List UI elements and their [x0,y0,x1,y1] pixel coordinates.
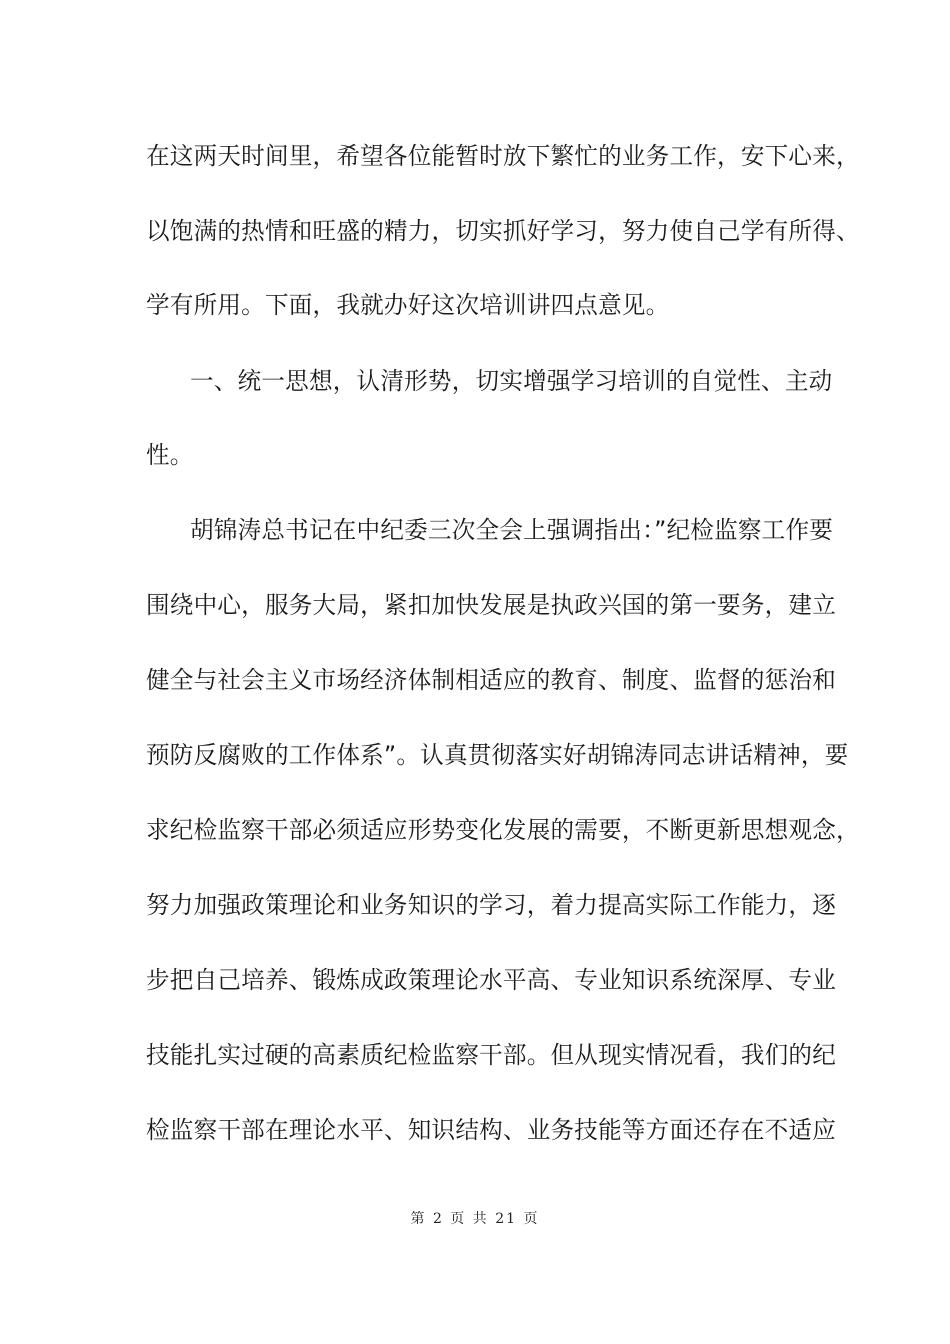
paragraph-line: 在这两天时间里，希望各位能暂时放下繁忙的业务工作，安下心来， [146,142,860,170]
paragraph-line: 技能扎实过硬的高素质纪检监察干部。但从现实情况看，我们的纪 [146,1041,837,1069]
page-number-footer: 第 2 页 共 21 页 [410,1211,540,1227]
section-heading-line: 一、统一思想，认清形势，切实增强学习培训的自觉性、主动 [190,367,833,395]
paragraph-line: 预防反腐败的工作体系”。认真贯彻落实好胡锦涛同志讲话精神，要 [146,741,849,769]
paragraph-line: 学有所用。下面，我就办好这次培训讲四点意见。 [146,291,670,319]
paragraph-line: 求纪检监察干部必须适应形势变化发展的需要，不断更新思想观念， [146,816,860,844]
paragraph-line: 努力加强政策理论和业务知识的学习，着力提高实际工作能力，逐 [146,891,837,919]
paragraph-line: 检监察干部在理论水平、知识结构、业务技能等方面还存在不适应 [146,1116,837,1144]
paragraph-line: 健全与社会主义市场经济体制相适应的教育、制度、监督的惩治和 [146,666,837,694]
paragraph-line: 步把自己培养、锻炼成政策理论水平高、专业知识系统深厚、专业 [146,966,837,994]
paragraph-line: 胡锦涛总书记在中纪委三次全会上强调指出：”纪检监察工作要 [190,516,834,544]
section-heading-line: 性。 [146,441,194,469]
paragraph-line: 围绕中心，服务大局，紧扣加快发展是执政兴国的第一要务，建立 [146,591,837,619]
paragraph-line: 以饱满的热情和旺盛的精力，切实抓好学习，努力使自己学有所得、 [146,217,860,245]
